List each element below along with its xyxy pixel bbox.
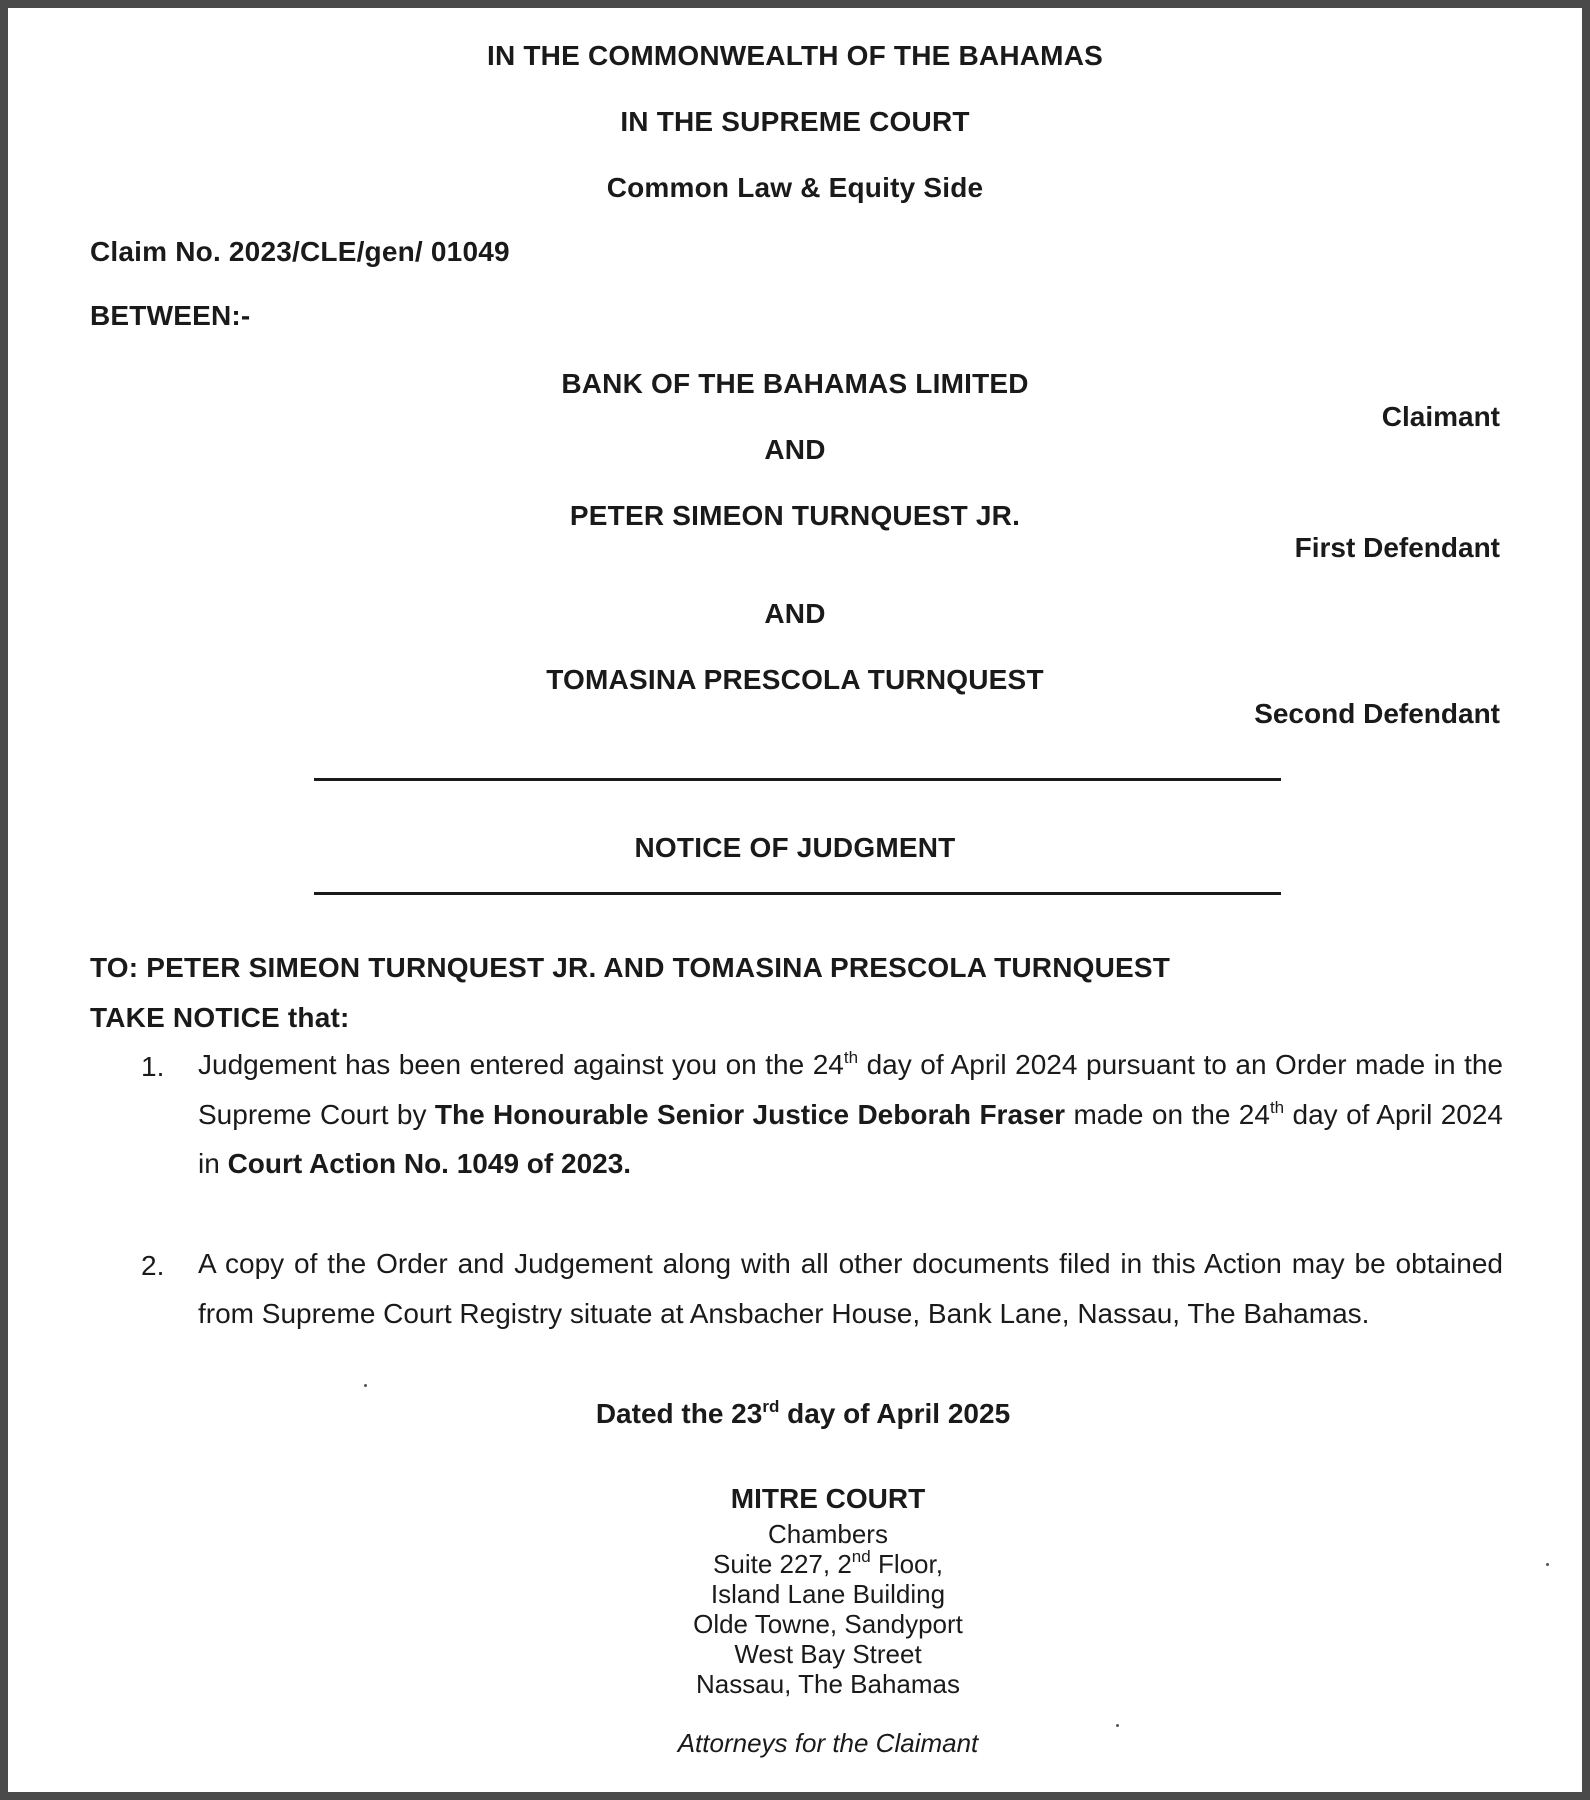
- title-rule-bottom: [314, 892, 1281, 895]
- item-2-text: A copy of the Order and Judgement along with all other documents filed in this Action may be obtained from Supreme Court Registry situate at Ansbacher House, Bank Lane, Nassau, The Bahamas.: [198, 1248, 1503, 1329]
- claimant-name: BANK OF THE BAHAMAS LIMITED: [561, 368, 1029, 399]
- first-defendant-name: PETER SIMEON TURNQUEST JR.: [569, 500, 1021, 531]
- item-1-text: Judgement has been entered against you on the 24th day of April 2024 pursuant to an Order made in the Supreme Court by The Honourable Senior Justice Deborah Fraser made on the 24th day of April 2024 in Court Action No. 1049 of 2023.: [198, 1048, 1503, 1179]
- second-defendant-name: TOMASINA PRESCOLA TURNQUEST: [546, 664, 1044, 695]
- attorneys-label: Attorneys for the Claimant: [677, 1728, 979, 1758]
- notice-title: NOTICE OF JUDGMENT: [634, 832, 956, 863]
- claim-number: Claim No. 2023/CLE/gen/ 01049: [90, 236, 510, 267]
- claimant-role: Claimant: [1381, 401, 1500, 432]
- second-defendant-role: Second Defendant: [1254, 698, 1500, 729]
- scan-speck: [364, 1384, 367, 1387]
- item-2-number: 2.: [141, 1250, 165, 1281]
- and-separator-1: AND: [764, 434, 826, 465]
- court-division: Common Law & Equity Side: [606, 172, 984, 203]
- firm-address-line-3: Island Lane Building: [710, 1579, 946, 1609]
- dated-line: Dated the 23rd day of April 2025: [595, 1397, 1011, 1429]
- firm-address-line-5: West Bay Street: [734, 1639, 922, 1669]
- between-label: BETWEEN:-: [90, 300, 251, 331]
- firm-address-line-6: Nassau, The Bahamas: [696, 1669, 960, 1699]
- item-1-number: 1.: [141, 1051, 165, 1082]
- firm-address-line-4: Olde Towne, Sandyport: [693, 1609, 963, 1639]
- scan-speck: [1546, 1563, 1549, 1566]
- take-notice-label: TAKE NOTICE that:: [90, 1002, 350, 1033]
- firm-address-line-1: Chambers: [768, 1519, 888, 1549]
- firm-name: MITRE COURT: [730, 1483, 926, 1514]
- first-defendant-role: First Defendant: [1294, 532, 1500, 563]
- title-rule-top: [314, 778, 1281, 781]
- scan-speck: [1116, 1724, 1119, 1727]
- court-jurisdiction: IN THE COMMONWEALTH OF THE BAHAMAS: [486, 40, 1103, 71]
- addressee-line: TO: PETER SIMEON TURNQUEST JR. AND TOMASINA PRESCOLA TURNQUEST: [90, 952, 1171, 983]
- firm-address: [573, 1519, 1083, 1699]
- and-separator-2: AND: [764, 598, 826, 629]
- firm-address-line-2: Suite 227, 2nd Floor,: [713, 1547, 943, 1579]
- court-name: IN THE SUPREME COURT: [620, 106, 970, 137]
